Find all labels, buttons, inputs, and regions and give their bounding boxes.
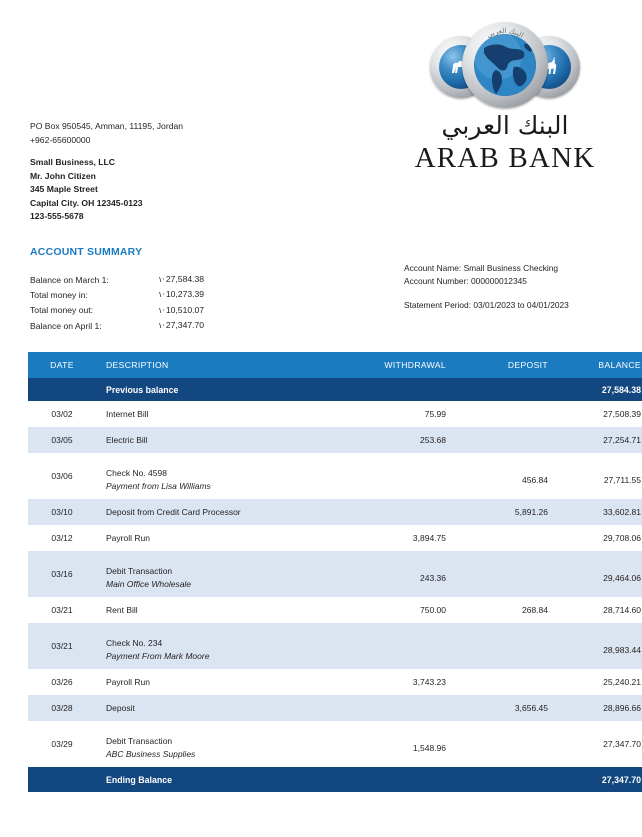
summary-amount <box>158 318 204 333</box>
table-row <box>28 669 642 695</box>
summary-row <box>30 303 204 318</box>
row-description <box>96 721 336 767</box>
row-withdrawal <box>336 499 456 525</box>
row-withdrawal: 253.68 <box>336 427 456 453</box>
row-description <box>96 695 336 721</box>
row-withdrawal <box>336 623 456 669</box>
row-deposit <box>456 551 554 597</box>
row-description-sub: Payment from Lisa Williams <box>106 481 211 491</box>
table-row <box>28 525 642 551</box>
row-date: 03/29 <box>51 739 73 749</box>
table-row <box>28 401 642 427</box>
summary-label: Total money in: <box>30 289 88 300</box>
row-balance: 28,714.60 <box>603 605 641 615</box>
row-balance: 33,602.81 <box>554 499 642 525</box>
previous-balance-deposit <box>456 378 554 401</box>
row-date: 03/06 <box>51 471 73 481</box>
column-header-description: DESCRIPTION <box>96 352 336 378</box>
table-row <box>28 453 642 499</box>
row-date: 03/21 <box>28 623 96 669</box>
row-deposit: 268.84 <box>522 605 548 615</box>
row-description-sub: Main Office Wholesale <box>106 579 192 589</box>
svg-text:البنك العربي: البنك العربي <box>485 26 525 40</box>
globe-medallion <box>462 22 548 108</box>
summary-amount <box>158 287 204 302</box>
row-withdrawal: 3,894.75 <box>412 533 446 543</box>
row-balance: 29,464.06 <box>554 551 642 597</box>
customer-address <box>30 156 143 224</box>
summary-amount-value: 10,273.39 <box>165 289 205 300</box>
account-name-line: Account Name: Small Business Checking <box>404 263 559 273</box>
summary-amount-value: 10,510.07 <box>165 304 205 315</box>
table-row <box>28 597 642 623</box>
table-row <box>28 695 642 721</box>
previous-balance-row <box>28 378 642 401</box>
row-date: 03/21 <box>51 605 73 615</box>
row-date: 03/02 <box>51 409 73 419</box>
account-number-line: Account Number: 000000012345 <box>404 275 527 286</box>
row-date: 03/28 <box>28 695 96 721</box>
row-balance: 27,254.71 <box>554 427 642 453</box>
ending-balance-row <box>28 767 642 792</box>
currency-symbol: ١· <box>158 290 165 300</box>
bank-logo <box>390 22 620 175</box>
ending-balance-withdrawal <box>336 767 456 792</box>
row-description-main: Deposit from Credit Card Processor <box>106 507 241 517</box>
previous-balance-amount: 27,584.38 <box>554 378 642 401</box>
customer-company: Small Business, LLC <box>30 157 116 167</box>
customer-phone: 123-555-5678 <box>30 211 84 222</box>
ending-balance-amount: 27,347.70 <box>554 767 642 792</box>
logo-arabic-name: البنك العربي <box>441 111 569 140</box>
row-deposit: 3,656.45 <box>456 695 554 721</box>
logo-medallions <box>390 22 620 108</box>
ending-balance-deposit <box>456 767 554 792</box>
row-description-main: Debit Transaction <box>106 736 173 746</box>
customer-contact: Mr. John Citizen <box>30 170 96 181</box>
summary-label: Total money out: <box>30 305 94 316</box>
summary-amount <box>158 303 204 318</box>
summary-row <box>30 272 204 287</box>
row-description <box>96 453 336 499</box>
customer-city: Capital City. OH 12345-0123 <box>30 197 143 208</box>
row-withdrawal <box>336 695 456 721</box>
currency-symbol: ١· <box>158 321 165 331</box>
row-balance: 28,983.44 <box>554 623 642 669</box>
row-deposit: 456.84 <box>522 474 548 485</box>
row-balance: 29,708.06 <box>603 533 641 543</box>
row-withdrawal: 750.00 <box>420 605 446 615</box>
row-description <box>96 669 336 695</box>
transactions-table <box>28 352 642 792</box>
table-row <box>28 427 642 453</box>
table-row <box>28 551 642 597</box>
row-description-sub: Payment From Mark Moore <box>106 651 210 661</box>
row-description-main: Debit Transaction <box>106 566 173 576</box>
row-description <box>96 427 336 453</box>
row-date: 03/10 <box>28 499 96 525</box>
row-date: 03/12 <box>51 533 73 543</box>
bank-address <box>30 120 183 147</box>
row-withdrawal: 75.99 <box>424 409 446 419</box>
row-deposit <box>456 623 554 669</box>
row-withdrawal: 3,743.23 <box>412 677 446 687</box>
row-description <box>96 499 336 525</box>
currency-symbol: ١· <box>158 275 165 284</box>
row-withdrawal: 243.36 <box>336 551 456 597</box>
row-deposit <box>456 427 554 453</box>
row-deposit <box>456 721 554 767</box>
row-description-main: Deposit <box>106 703 135 713</box>
row-balance: 25,240.21 <box>603 677 641 687</box>
logo-english-name: ARAB BANK <box>414 141 596 174</box>
summary-amount-value: 27,584.38 <box>165 274 205 284</box>
account-summary-title: ACCOUNT SUMMARY <box>30 246 143 258</box>
previous-balance-label: Previous balance <box>96 378 336 401</box>
row-description-main: Electric Bill <box>106 435 148 445</box>
globe-icon <box>474 34 536 96</box>
summary-amount-value: 27,347.70 <box>165 320 205 331</box>
row-description <box>96 525 336 551</box>
bank-address-line1: PO Box 950545, Amman, 11195, Jordan <box>30 121 184 131</box>
row-description <box>96 597 336 623</box>
row-description <box>96 401 336 427</box>
table-row <box>28 721 642 767</box>
row-description-main: Rent Bill <box>106 605 138 615</box>
row-description-main: Check No. 4598 <box>106 468 167 478</box>
row-balance: 27,711.55 <box>603 474 641 485</box>
row-description-main: Payroll Run <box>106 677 150 687</box>
column-header-balance: BALANCE <box>554 352 642 378</box>
previous-balance-withdrawal <box>336 378 456 401</box>
ending-balance-label: Ending Balance <box>96 767 336 792</box>
row-withdrawal: 1,548.96 <box>412 742 446 753</box>
transactions-table-head <box>28 352 642 378</box>
row-description-main: Internet Bill <box>106 409 149 419</box>
row-deposit: 5,891.26 <box>456 499 554 525</box>
row-description-sub: ABC Business Supplies <box>106 749 196 759</box>
table-row <box>28 623 642 669</box>
bank-address-line2: +962-65600000 <box>30 134 91 145</box>
row-balance: 27,347.70 <box>603 739 641 749</box>
column-header-withdrawal: WITHDRAWAL <box>336 352 456 378</box>
account-summary-body <box>30 272 204 334</box>
account-summary-table <box>30 272 204 334</box>
transactions-table-body <box>28 378 642 792</box>
table-row <box>28 499 642 525</box>
row-deposit <box>456 401 554 427</box>
row-deposit <box>456 669 554 695</box>
table-header-row <box>28 352 642 378</box>
summary-row <box>30 318 204 333</box>
row-balance: 28,896.66 <box>554 695 642 721</box>
summary-row <box>30 287 204 302</box>
row-deposit <box>456 525 554 551</box>
currency-symbol: ١· <box>158 305 165 315</box>
row-description-main: Payroll Run <box>106 533 150 543</box>
row-description <box>96 623 336 669</box>
row-description <box>96 551 336 597</box>
statement-period-line: Statement Period: 03/01/2023 to 04/01/2023 <box>404 300 569 310</box>
row-date: 03/26 <box>51 677 73 687</box>
previous-balance-date <box>28 378 96 401</box>
row-withdrawal <box>336 453 456 499</box>
column-header-date: DATE <box>28 352 96 378</box>
row-description-main: Check No. 234 <box>106 638 163 648</box>
account-info <box>404 262 558 287</box>
row-balance: 27,508.39 <box>603 409 641 419</box>
column-header-deposit: DEPOSIT <box>456 352 554 378</box>
summary-label: Balance on April 1: <box>30 320 102 331</box>
customer-street: 345 Maple Street <box>30 184 98 195</box>
ending-balance-date <box>28 767 96 792</box>
summary-amount <box>158 272 204 287</box>
summary-label: Balance on March 1: <box>30 274 109 285</box>
row-date: 03/16 <box>28 551 96 597</box>
row-date: 03/05 <box>28 427 96 453</box>
